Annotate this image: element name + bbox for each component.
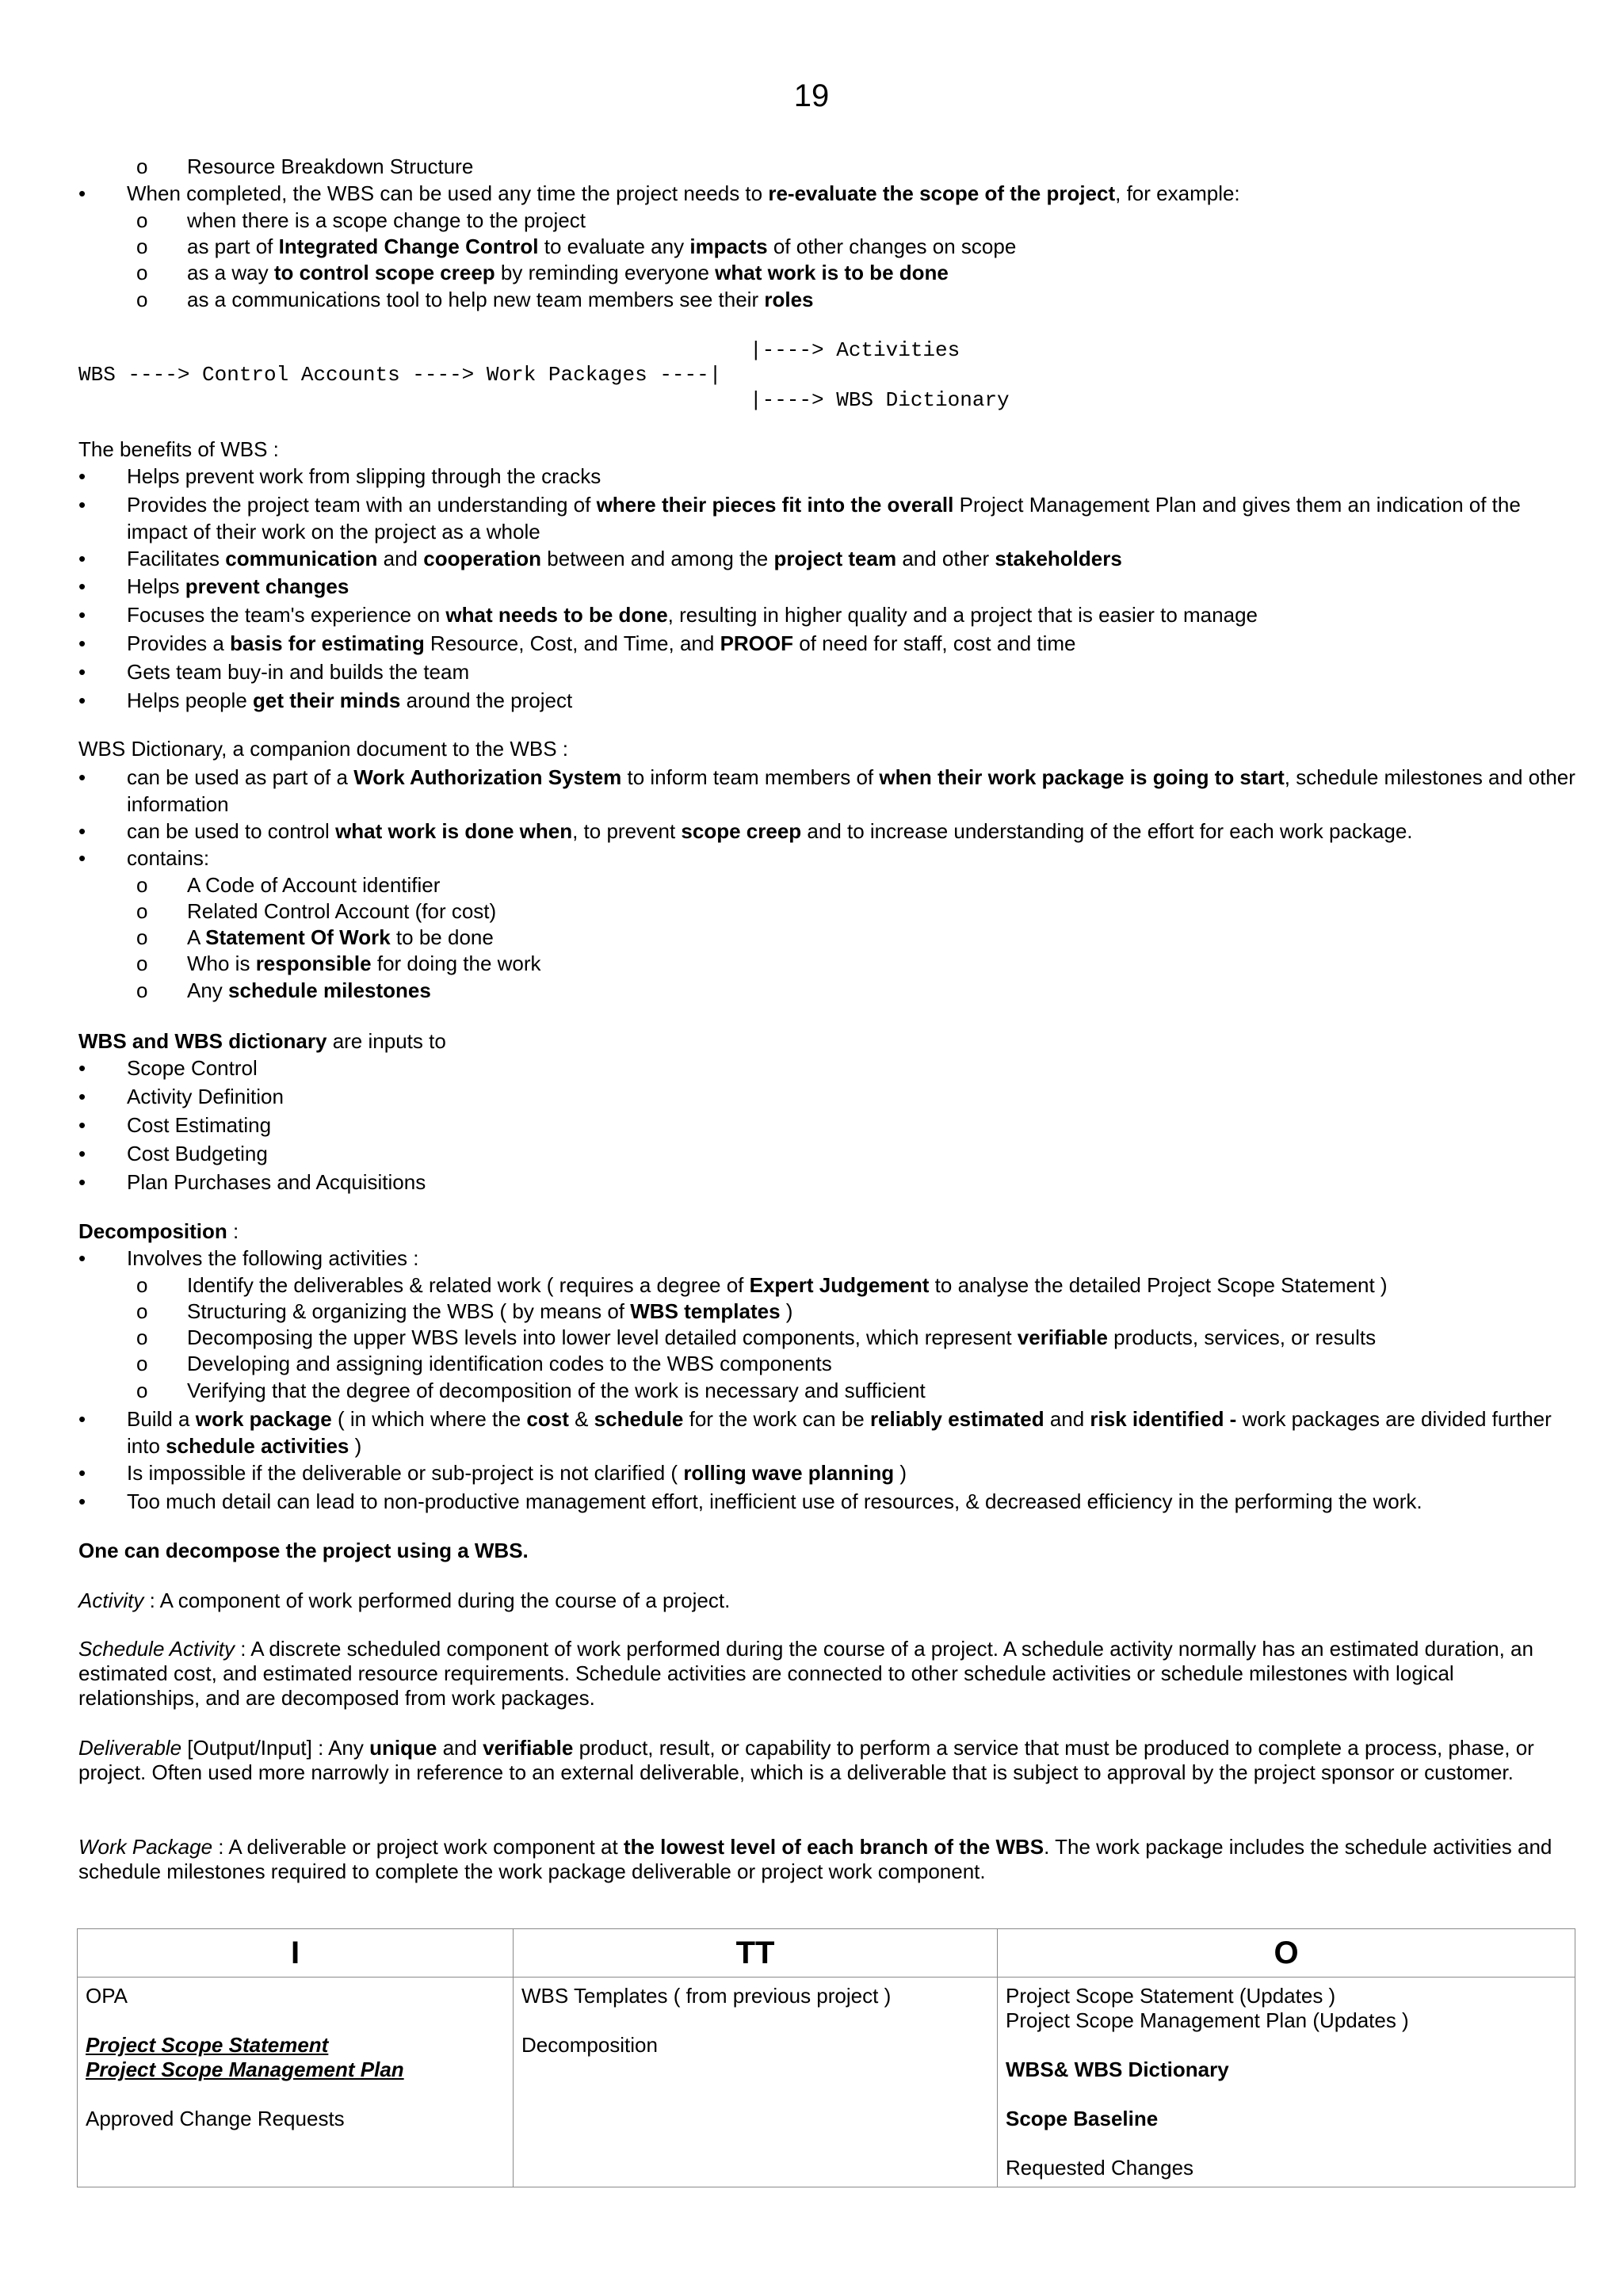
- output-scope-baseline: Scope Baseline: [1006, 2107, 1159, 2130]
- list-item: as a communications tool to help new team members see their roles: [187, 288, 814, 311]
- bullet-o: o: [136, 1273, 148, 1297]
- bullet-dot: •: [78, 181, 86, 205]
- section-title-benefits: The benefits of WBS :: [78, 437, 279, 461]
- bullet-dot: •: [78, 603, 86, 627]
- list-item: Helps people get their minds around the project: [127, 688, 573, 712]
- definition-deliverable: Deliverable [Output/Input] : Any unique and verifiable product, result, or capability to perform a service that must be produced to complete a process, phase, or project. Often used more narrowly in reference to an external deliverable, which is a deliverable that is subject to approval by the project sponsor or customer.: [78, 1736, 1534, 1784]
- bullet-dot: •: [78, 574, 86, 598]
- list-item: Activity Definition: [127, 1085, 284, 1108]
- list-item: Gets team buy-in and builds the team: [127, 660, 470, 684]
- bullet-dot: •: [78, 846, 86, 870]
- bullet-o: o: [136, 952, 148, 975]
- bullet-o: o: [136, 1379, 148, 1402]
- list-item: can be used as part of a Work Authorization System to inform team members of when their work package is going to start, schedule milestones and other information: [127, 765, 1575, 816]
- bullet-dot: •: [78, 688, 86, 712]
- list-item: When completed, the WBS can be used any time the project needs to re-evaluate the scope of the project, for example:: [127, 181, 1240, 205]
- header-inputs: I: [78, 1929, 514, 1978]
- tools-cell: [514, 1978, 998, 2187]
- bullet-dot: •: [78, 1489, 86, 1513]
- list-item: Build a work package ( in which where the cost & schedule for the work can be reliably estimated and risk identified - work packages are divided further into schedule activities ): [127, 1407, 1552, 1458]
- bullet-dot: •: [78, 1056, 86, 1080]
- inputs-cell: [78, 1978, 514, 2187]
- list-item: Resource Breakdown Structure: [187, 154, 474, 178]
- bullet-o: o: [136, 154, 148, 178]
- bullet-dot: •: [78, 819, 86, 843]
- tool-decomposition: Decomposition: [521, 2033, 658, 2057]
- section-title-dictionary: WBS Dictionary, a companion document to the WBS :: [78, 737, 569, 761]
- list-item: when there is a scope change to the project: [187, 208, 586, 232]
- list-item: A Statement Of Work to be done: [187, 925, 494, 949]
- section-title-decomposition: Decomposition :: [78, 1219, 239, 1243]
- bullet-dot: •: [78, 1085, 86, 1108]
- list-item: A Code of Account identifier: [187, 873, 441, 897]
- diagram-line-dictionary: |----> WBS Dictionary: [750, 388, 1010, 412]
- output-wbs-dictionary: WBS& WBS Dictionary: [1006, 2058, 1229, 2081]
- bullet-o: o: [136, 1352, 148, 1375]
- list-item: Provides a basis for estimating Resource, Cost, and Time, and PROOF of need for staff, cost and time: [127, 631, 1076, 655]
- list-item: Who is responsible for doing the work: [187, 952, 541, 975]
- definition-work-package: Work Package : A deliverable or project work component at the lowest level of each branch of the WBS. The work package includes the schedule activities and schedule milestones required to complete the work package deliverable or project work component.: [78, 1835, 1552, 1883]
- output-scope-statement-updates: Project Scope Statement (Updates ): [1006, 1984, 1336, 2008]
- tool-wbs-templates: WBS Templates ( from previous project ): [521, 1984, 892, 2008]
- section-title-inputs: WBS and WBS dictionary are inputs to: [78, 1029, 446, 1053]
- bullet-dot: •: [78, 1407, 86, 1431]
- table-header-row: [78, 1929, 1575, 1978]
- header-outputs: O: [998, 1929, 1575, 1978]
- input-project-scope-statement: Project Scope Statement: [86, 2033, 329, 2057]
- list-item: Cost Estimating: [127, 1113, 272, 1137]
- bullet-o: o: [136, 235, 148, 258]
- list-item: Related Control Account (for cost): [187, 899, 497, 923]
- bullet-dot: •: [78, 660, 86, 684]
- bullet-dot: •: [78, 464, 86, 488]
- itto-table: [77, 1928, 1575, 2187]
- bullet-dot: •: [78, 1170, 86, 1194]
- bullet-dot: •: [78, 765, 86, 789]
- list-item: Scope Control: [127, 1056, 258, 1080]
- list-item: Too much detail can lead to non-productive management effort, inefficient use of resources, & decreased efficiency in the performing the work.: [127, 1489, 1423, 1513]
- list-item: Verifying that the degree of decomposition of the work is necessary and sufficient: [187, 1379, 926, 1402]
- output-scope-plan-updates: Project Scope Management Plan (Updates ): [1006, 2008, 1409, 2032]
- bullet-dot: •: [78, 1461, 86, 1485]
- list-item: Decomposing the upper WBS levels into lower level detailed components, which represent verifiable products, services, or results: [187, 1325, 1377, 1349]
- bullet-o: o: [136, 1325, 148, 1349]
- bullet-o: o: [136, 288, 148, 311]
- bullet-o: o: [136, 1299, 148, 1323]
- table-row: [78, 1978, 1575, 2187]
- list-item: Any schedule milestones: [187, 978, 431, 1002]
- diagram-line-main: WBS ----> Control Accounts ----> Work Packages ----|: [78, 363, 722, 387]
- list-item: as a way to control scope creep by reminding everyone what work is to be done: [187, 261, 949, 284]
- bullet-o: o: [136, 208, 148, 232]
- list-item: Provides the project team with an understanding of where their pieces fit into the overall Project Management Plan and gives them an indication of the impact of their work on the project as a whole: [127, 493, 1521, 543]
- list-item: as part of Integrated Change Control to evaluate any impacts of other changes on scope: [187, 235, 1017, 258]
- bullet-dot: •: [78, 547, 86, 570]
- list-item: Involves the following activities :: [127, 1246, 419, 1270]
- list-item: Cost Budgeting: [127, 1142, 268, 1165]
- bullet-o: o: [136, 899, 148, 923]
- input-approved-change-requests: Approved Change Requests: [86, 2107, 345, 2130]
- list-item: Facilitates communication and cooperation between and among the project team and other stakeholders: [127, 547, 1122, 570]
- list-item: Structuring & organizing the WBS ( by means of WBS templates ): [187, 1299, 793, 1323]
- bullet-dot: •: [78, 493, 86, 517]
- bullet-o: o: [136, 261, 148, 284]
- list-item: can be used to control what work is done when, to prevent scope creep and to increase understanding of the effort for each work package.: [127, 819, 1413, 843]
- bullet-dot: •: [78, 631, 86, 655]
- list-item: Developing and assigning identification codes to the WBS components: [187, 1352, 832, 1375]
- bullet-dot: •: [78, 1246, 86, 1270]
- bullet-o: o: [136, 978, 148, 1002]
- input-scope-management-plan: Project Scope Management Plan: [86, 2058, 404, 2081]
- bullet-o: o: [136, 925, 148, 949]
- header-tools: TT: [514, 1929, 998, 1978]
- statement-decompose: One can decompose the project using a WBS.: [78, 1539, 529, 1562]
- diagram-line-activities: |----> Activities: [750, 338, 960, 362]
- list-item: Focuses the team's experience on what needs to be done, resulting in higher quality and a project that is easier to manage: [127, 603, 1258, 627]
- list-item: Plan Purchases and Acquisitions: [127, 1170, 426, 1194]
- list-item: Helps prevent work from slipping through the cracks: [127, 464, 601, 488]
- list-item: contains:: [127, 846, 210, 870]
- page-number: 19: [793, 78, 830, 113]
- bullet-dot: •: [78, 1113, 86, 1137]
- definition-schedule-activity: Schedule Activity : A discrete scheduled component of work performed during the course of a project. A schedule activity normally has an estimated duration, an estimated cost, and estimated resource requirements. Schedule activities are connected to other schedule activities or schedule milestones with logical relationships, and are decomposed from work packages.: [78, 1637, 1533, 1710]
- bullet-dot: •: [78, 1142, 86, 1165]
- list-item: Helps prevent changes: [127, 574, 349, 598]
- output-requested-changes: Requested Changes: [1006, 2156, 1194, 2180]
- list-item: Is impossible if the deliverable or sub-project is not clarified ( rolling wave planning ): [127, 1461, 907, 1485]
- outputs-cell: [998, 1978, 1575, 2187]
- definition-activity: Activity : A component of work performed during the course of a project.: [78, 1589, 731, 1612]
- input-opa: OPA: [86, 1984, 128, 2008]
- bullet-o: o: [136, 873, 148, 897]
- list-item: Identify the deliverables & related work ( requires a degree of Expert Judgement to analyse the detailed Project Scope Statement ): [187, 1273, 1388, 1297]
